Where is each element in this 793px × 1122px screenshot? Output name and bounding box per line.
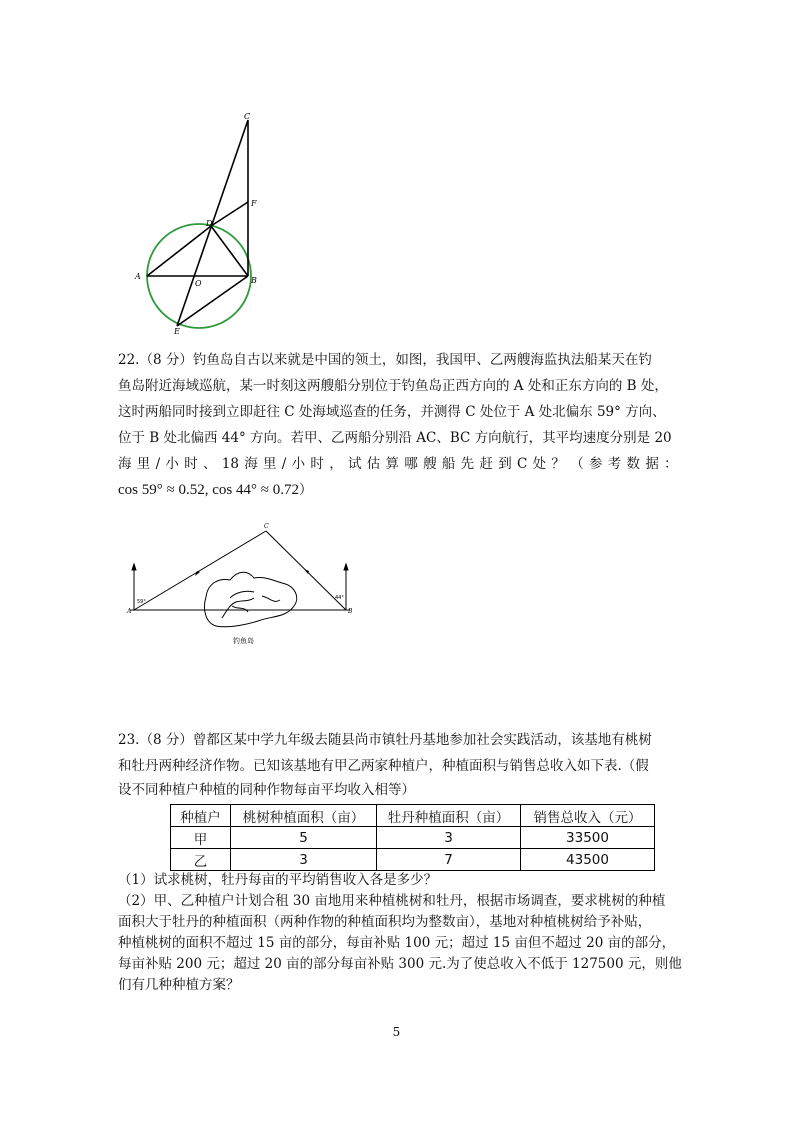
- table-cell: 乙: [171, 849, 231, 871]
- q22-line-5-glyph: 时: [184, 456, 198, 472]
- q23-part-2-line-5: 们有几种种植方案？: [118, 977, 240, 993]
- planting-table: [170, 804, 655, 871]
- q22-line-5-glyph: （: [570, 456, 584, 472]
- table-cell: 43500: [521, 849, 655, 871]
- q23-part-2-line-1: （2）甲、乙种植户计划合租 30 亩地用来种植桃树和牡丹，根据市场调查，要求桃树的种植: [118, 893, 666, 909]
- segment-ad: [147, 226, 211, 276]
- label-f: F: [251, 199, 257, 208]
- question-22: [118, 347, 678, 503]
- question-23-intro: [118, 727, 678, 801]
- q22-line-5-glyph: 哪: [404, 456, 418, 472]
- table-cell: 甲: [171, 827, 231, 849]
- table-header-cell: 种植户: [171, 805, 231, 827]
- label-o: O: [195, 279, 202, 288]
- angle-label-b: 44°: [335, 595, 344, 601]
- table-header-row: [171, 805, 655, 827]
- label-a: A: [135, 272, 141, 281]
- q22-line-5-glyph: 18: [221, 456, 239, 472]
- label-b: B: [348, 608, 353, 615]
- q22-line-5-glyph: 数: [626, 456, 641, 472]
- q22-line-5: [118, 451, 678, 477]
- q22-line-4: 位于 B 处北偏西 44° 方向。若甲、乙两船分别沿 AC、BC 方向航行，其平均速度分别是 20: [118, 430, 672, 446]
- q22-line-5-glyph: 、: [202, 456, 217, 472]
- q22-line-5-glyph: 据: [645, 456, 659, 472]
- table-header-cell: 牡丹种植面积（亩）: [377, 805, 521, 827]
- island-label: 钓鱼岛: [233, 637, 254, 645]
- segment-ec: [177, 120, 248, 326]
- q23-line-3: 设不同种植户种植的同种作物每亩平均收入相等）: [118, 782, 415, 798]
- q22-formula: cos 59° ≈ 0.52, cos 44° ≈ 0.72: [118, 482, 299, 498]
- table-header-cell: 桃树种植面积（亩）: [231, 805, 377, 827]
- label-d: D: [206, 219, 213, 228]
- q22-line-5-glyph: 估: [366, 456, 381, 472]
- q22-line-5-glyph: 到: [498, 456, 512, 472]
- q22-line-3: 这时两船同时接到立即赶往 C 处海域巡查的任务，并测得 C 处位于 A 处北偏东 59° 方向、: [118, 404, 666, 420]
- table-header-cell: 销售总收入（元）: [521, 805, 655, 827]
- q22-line-5-glyph: 海: [244, 456, 258, 472]
- angle-label-a: 59°: [137, 599, 146, 605]
- q22-line-5-glyph: 处: [532, 456, 547, 472]
- q22-line-5-glyph: 里: [263, 456, 277, 472]
- table-cell: 7: [377, 849, 521, 871]
- q22-formula-end: ）: [298, 482, 313, 498]
- island-shape: [204, 572, 296, 627]
- label-a: A: [127, 608, 132, 615]
- q22-line-5-glyph: ，: [329, 456, 343, 472]
- q22-line-5-glyph: 船: [441, 456, 456, 472]
- q22-line-5-glyph: /: [155, 456, 161, 472]
- q22-line-5-glyph: 考: [607, 456, 622, 472]
- table-cell: 33500: [521, 827, 655, 849]
- q22-line-5-glyph: /: [281, 456, 287, 472]
- q22-line-5-glyph: 参: [588, 456, 603, 472]
- q23-part-2-line-4: 每亩补贴 200 元；超过 20 亩的部分每亩补贴 300 元.为了使总收入不低于 127500 元，则他: [118, 956, 682, 972]
- label-c: C: [264, 523, 269, 530]
- table-cell: 3: [377, 827, 521, 849]
- q22-line-5-glyph: C: [517, 456, 528, 472]
- q23-part-2-line-3: 种植桃树的面积不超过 15 亩的部分，每亩补贴 100 元；超过 15 亩但不超过 20 亩的部分，: [118, 935, 676, 951]
- q22-line-5-glyph: 算: [385, 456, 400, 472]
- q22-line-5-glyph: 艘: [423, 456, 437, 472]
- segment-eb: [177, 276, 248, 326]
- table-row: [171, 849, 655, 871]
- q22-formula-line: [118, 477, 678, 503]
- q22-line-5-glyph: 里: [136, 456, 151, 472]
- q23-line-2: 和牡丹两种经济作物。已知该基地有甲乙两家种植户，种植面积与销售总收入如下表.（假: [118, 758, 649, 774]
- route-ac: [134, 531, 266, 610]
- q22-line-5-glyph: 时: [310, 456, 324, 472]
- table-cell: 3: [231, 849, 377, 871]
- figure-island-diagram: [124, 520, 356, 650]
- q22-line-5-glyph: ：: [664, 456, 678, 472]
- label-c: C: [244, 112, 251, 121]
- table-cell: 5: [231, 827, 377, 849]
- q22-line-5-glyph: 赶: [479, 456, 493, 472]
- label-b: B: [251, 276, 257, 285]
- q22-line-5-glyph: 小: [291, 456, 306, 472]
- segment-df: [211, 202, 248, 226]
- q22-line-5-glyph: 先: [460, 456, 475, 472]
- table-row: [171, 827, 655, 849]
- question-23-parts: [118, 870, 682, 996]
- q22-line-1: 22.（8 分）钓鱼岛自古以来就是中国的领土，如图，我国甲、乙两艘海监执法船某天在钓: [118, 352, 652, 368]
- q22-line-5-glyph: 海: [118, 456, 132, 472]
- q22-line-5-glyph: 小: [165, 456, 179, 472]
- figure-circle-geometry: [120, 105, 280, 340]
- q22-line-5-glyph: 试: [347, 456, 362, 472]
- label-e: E: [174, 327, 180, 336]
- q23-line-1: 23.（8 分）曾都区某中学九年级去随县尚市镇牡丹基地参加社会实践活动，该基地有桃树: [118, 732, 652, 748]
- q22-line-5-glyph: ？: [551, 456, 565, 472]
- q22-line-2: 鱼岛附近海域巡航，某一时刻这两艘船分别位于钓鱼岛正西方向的 A 处和正东方向的 B 处，: [118, 378, 668, 394]
- q23-part-1: （1）试求桃树，牡丹每亩的平均销售收入各是多少？: [118, 872, 438, 888]
- page-number: 5: [392, 1025, 401, 1039]
- q23-part-2-line-2: 面积大于牡丹的种植面积（两种作物的种植面积均为整数亩），基地对种植桃树给予补贴，: [118, 914, 652, 930]
